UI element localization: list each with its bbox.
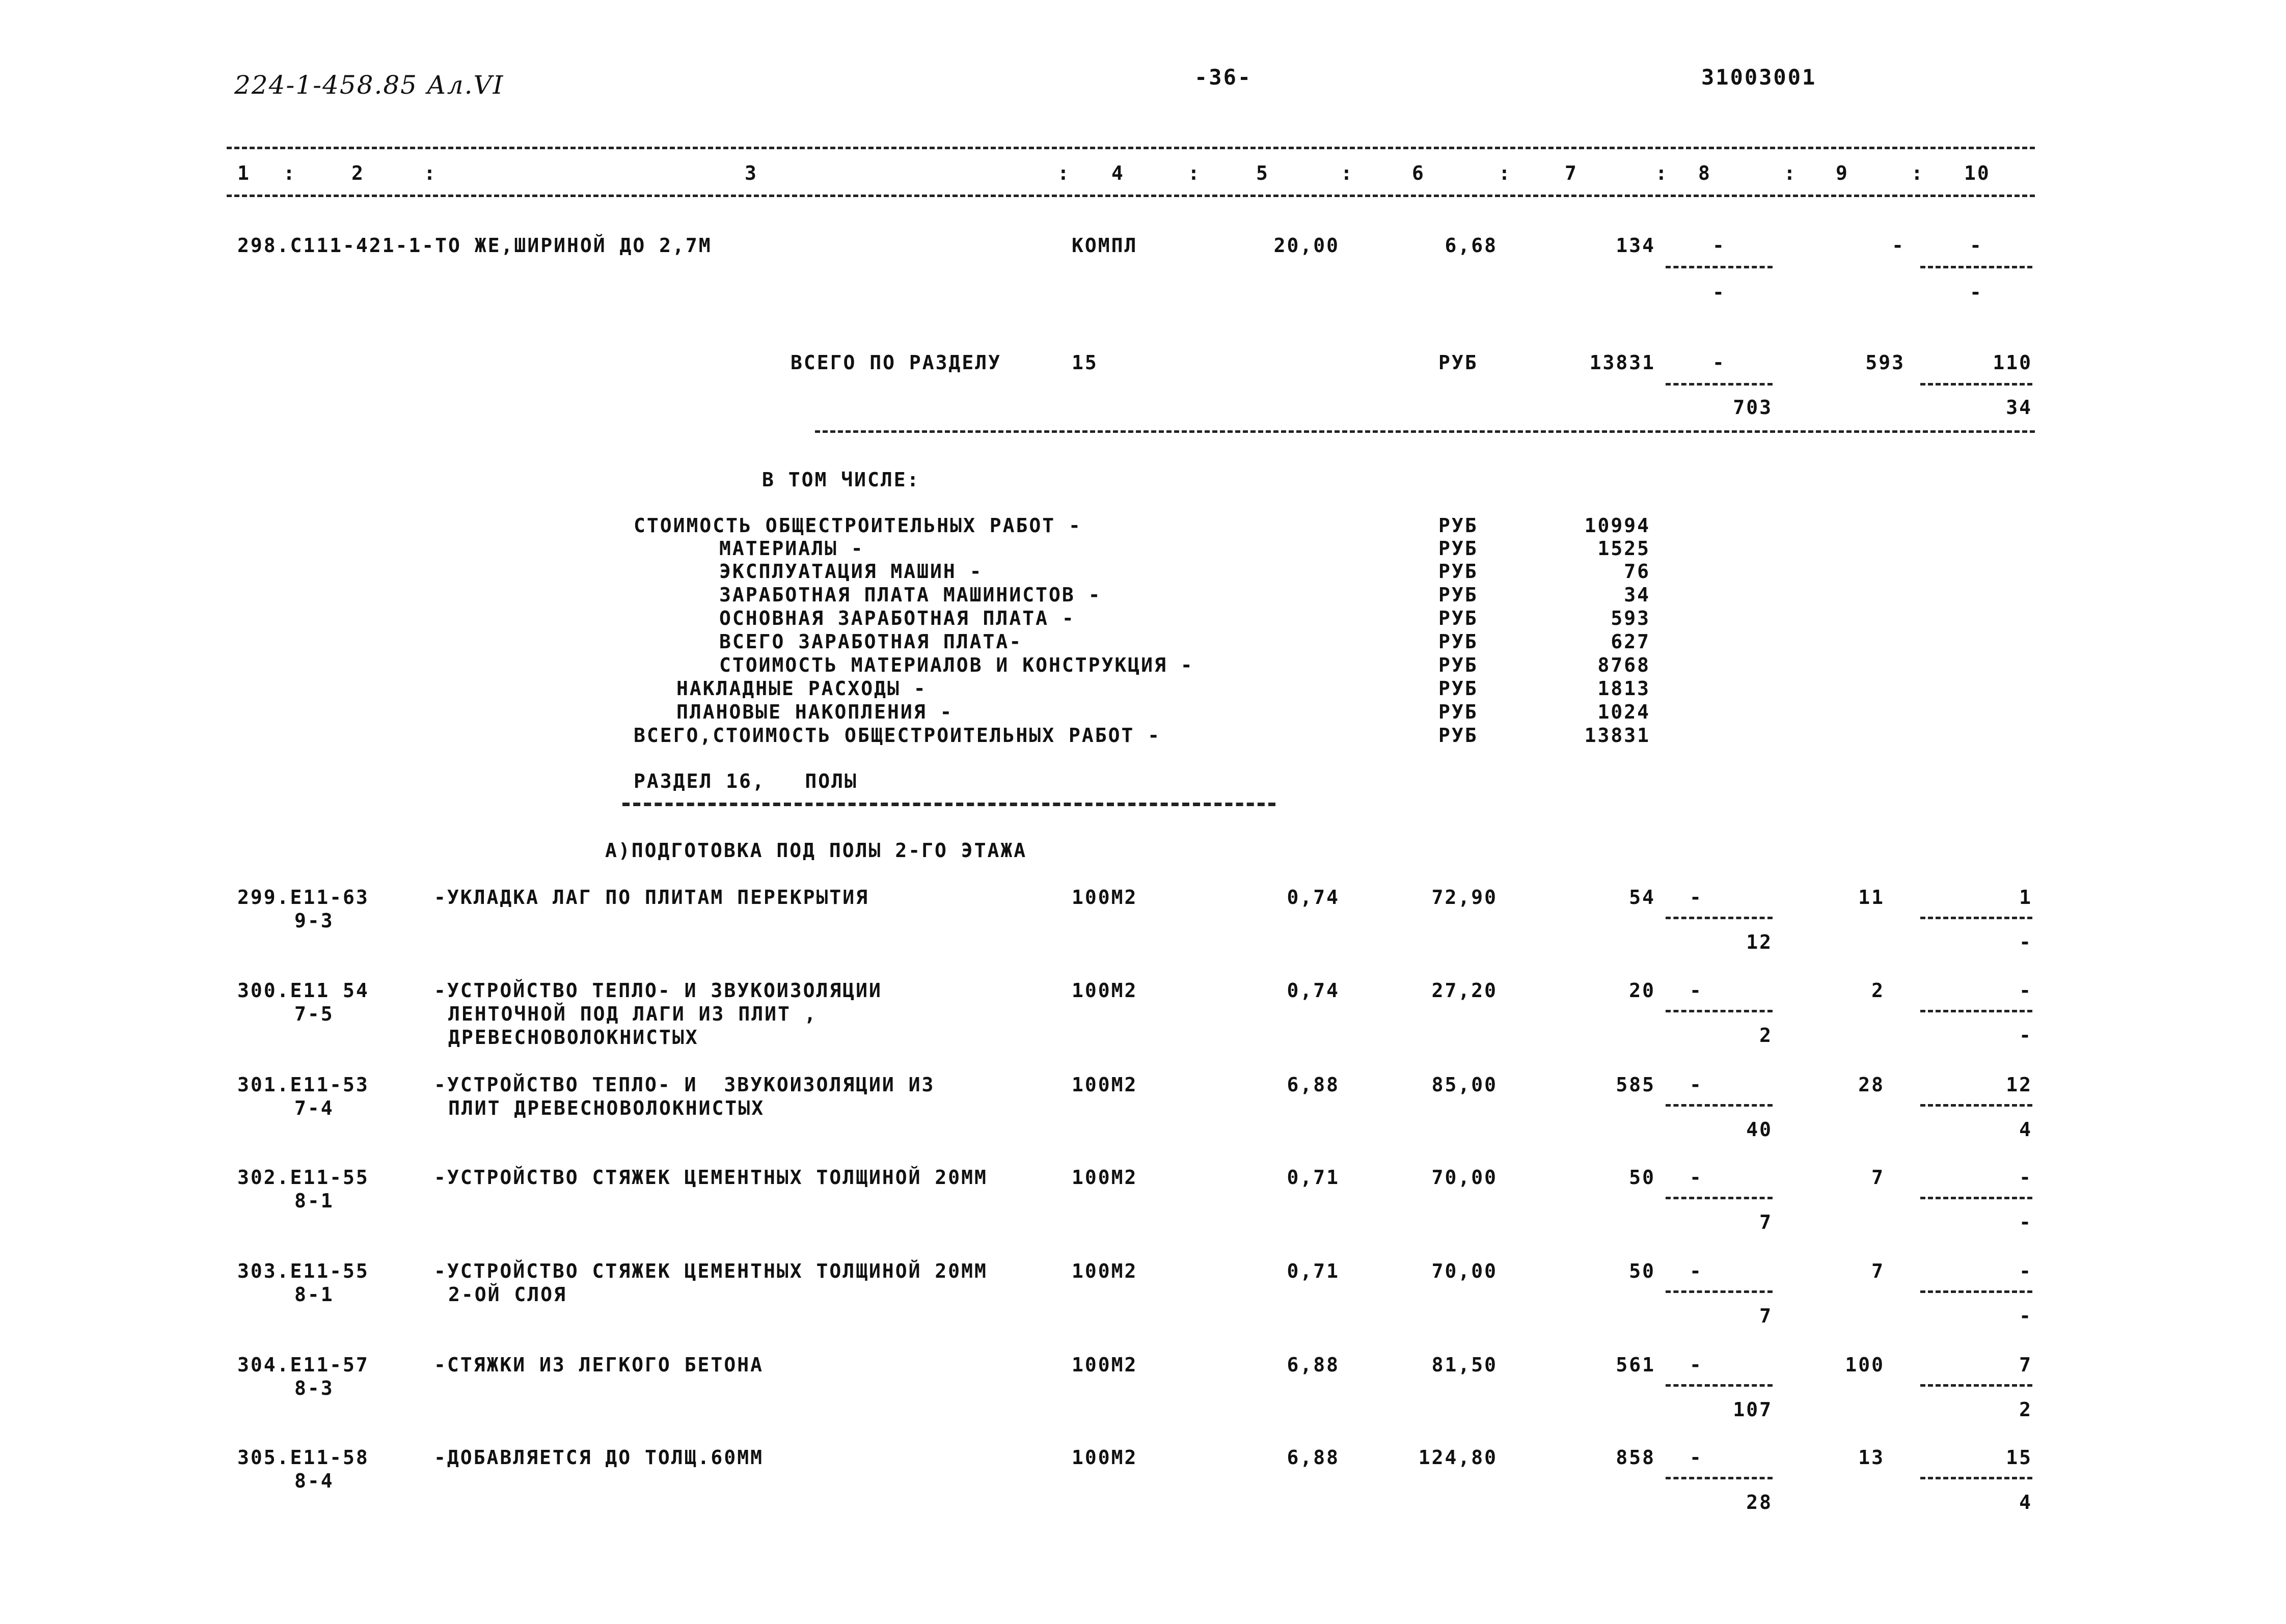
fraction-rule: [1666, 1384, 1773, 1387]
total-cell: 54: [1629, 886, 1655, 909]
col8-bottom: 12: [1746, 931, 1773, 953]
section-number: 15: [1072, 351, 1098, 374]
column-separator: :: [283, 162, 296, 184]
quantity-cell: 6,88: [1287, 1354, 1340, 1376]
col8-bottom: 7: [1759, 1305, 1773, 1327]
column-separator: :: [1784, 162, 1797, 184]
price-cell: 72,90: [1431, 886, 1498, 909]
breakdown-value: 34: [1624, 584, 1650, 606]
unit-cell: 100М2: [1072, 1260, 1138, 1282]
item-subcode: 7-5: [294, 1003, 334, 1025]
col9-cell: 593: [1865, 351, 1905, 374]
column-separator: :: [1057, 162, 1071, 184]
fraction-rule: [1920, 266, 2032, 268]
col8-top: -: [1690, 979, 1703, 1002]
breakdown-unit: РУБ: [1438, 677, 1478, 700]
section-heading: РАЗДЕЛ 16, ПОЛЫ: [634, 770, 858, 792]
header-top-rule: [227, 147, 2035, 149]
breakdown-value: 1525: [1597, 537, 1650, 560]
unit-cell: 100М2: [1072, 1354, 1138, 1376]
unit-cell: 100М2: [1072, 979, 1138, 1002]
col9-cell: 28: [1858, 1074, 1885, 1096]
column-header-2: 2: [351, 162, 365, 184]
col8-top: -: [1690, 1260, 1703, 1282]
column-separator: :: [424, 162, 437, 184]
item-number: 302.Е11-55: [237, 1166, 369, 1189]
col8-top: -: [1690, 1446, 1703, 1469]
item-description: ПЛИТ ДРЕВЕСНОВОЛОКНИСТЫХ: [448, 1097, 765, 1119]
item-description: -УСТРОЙСТВО ТЕПЛО- И ЗВУКОИЗОЛЯЦИИ ИЗ: [434, 1074, 935, 1096]
column-header-3: 3: [745, 162, 758, 184]
col10-bottom: -: [2019, 931, 2032, 953]
including-title: В ТОМ ЧИСЛЕ:: [762, 469, 920, 491]
item-description: 2-ОЙ СЛОЯ: [448, 1283, 567, 1306]
item-subcode: 8-1: [294, 1190, 334, 1212]
price-cell: 70,00: [1431, 1166, 1498, 1189]
total-cell: 134: [1616, 234, 1655, 257]
breakdown-value: 8768: [1597, 654, 1650, 676]
col8-bottom: 7: [1759, 1211, 1773, 1233]
col8-top: -: [1690, 1166, 1703, 1189]
item-number: 301.Е11-53: [237, 1074, 369, 1096]
breakdown-value: 76: [1624, 560, 1650, 583]
quantity-cell: 20,00: [1273, 234, 1340, 257]
price-cell: 81,50: [1431, 1354, 1498, 1376]
col8-top: -: [1690, 1074, 1703, 1096]
fraction-rule: [1666, 383, 1773, 386]
breakdown-label: ЗАРАБОТНАЯ ПЛАТА МАШИНИСТОВ -: [719, 584, 1102, 606]
price-cell: 70,00: [1431, 1260, 1498, 1282]
unit-cell: РУБ: [1438, 351, 1478, 374]
item-number: 303.Е11-55: [237, 1260, 369, 1282]
column-separator: :: [1911, 162, 1924, 184]
col10-bottom: -: [2019, 1024, 2032, 1047]
breakdown-unit: РУБ: [1438, 537, 1478, 560]
section-total-rule: [815, 430, 2035, 433]
col10-top: -: [1970, 234, 1983, 257]
fraction-rule: [1666, 1290, 1773, 1293]
quantity-cell: 0,71: [1287, 1166, 1340, 1189]
breakdown-label: СТОИМОСТЬ МАТЕРИАЛОВ И КОНСТРУКЦИЯ -: [719, 654, 1194, 676]
column-separator: :: [1188, 162, 1201, 184]
col9-cell: 100: [1845, 1354, 1885, 1376]
breakdown-unit: РУБ: [1438, 560, 1478, 583]
unit-cell: 100М2: [1072, 1166, 1138, 1189]
column-header-8: 8: [1698, 162, 1711, 184]
document-code: 224-1-458.85 Ал.VI: [234, 70, 504, 100]
column-header-1: 1: [237, 162, 251, 184]
col8-top: -: [1712, 351, 1726, 374]
col10-top: 110: [1993, 351, 2032, 374]
total-cell: 561: [1616, 1354, 1655, 1376]
total-cell: 20: [1629, 979, 1655, 1002]
item-description: -УСТРОЙСТВО СТЯЖЕК ЦЕМЕНТНЫХ ТОЛЩИНОЙ 20ММ: [434, 1260, 988, 1282]
column-separator: :: [1499, 162, 1512, 184]
col9-cell: 2: [1871, 979, 1885, 1002]
header-bottom-rule: [227, 195, 2035, 197]
total-cell: 50: [1629, 1260, 1655, 1282]
fraction-rule: [1920, 1197, 2032, 1199]
col10-bottom: 2: [2019, 1398, 2032, 1421]
item-number: 304.Е11-57: [237, 1354, 369, 1376]
item-subcode: 8-4: [294, 1470, 334, 1492]
breakdown-unit: РУБ: [1438, 654, 1478, 676]
document-id: 31003001: [1701, 65, 1817, 90]
col8-top: -: [1690, 1354, 1703, 1376]
fraction-rule: [1666, 1104, 1773, 1107]
fraction-rule: [1666, 1477, 1773, 1479]
col9-cell: 7: [1871, 1166, 1885, 1189]
price-cell: 124,80: [1418, 1446, 1498, 1469]
price-cell: 6,68: [1445, 234, 1498, 257]
breakdown-value: 13831: [1584, 724, 1650, 747]
breakdown-label: ВСЕГО,СТОИМОСТЬ ОБЩЕСТРОИТЕЛЬНЫХ РАБОТ -: [634, 724, 1161, 747]
breakdown-unit: РУБ: [1438, 584, 1478, 606]
breakdown-label: ОСНОВНАЯ ЗАРАБОТНАЯ ПЛАТА -: [719, 607, 1075, 629]
col10-bottom: 34: [2006, 396, 2032, 419]
fraction-rule: [1920, 383, 2032, 386]
item-description: -УСТРОЙСТВО ТЕПЛО- И ЗВУКОИЗОЛЯЦИИ: [434, 979, 882, 1002]
breakdown-value: 10994: [1584, 514, 1650, 537]
item-number: 305.Е11-58: [237, 1446, 369, 1469]
fraction-rule: [1666, 1010, 1773, 1012]
col10-bottom: 4: [2019, 1491, 2032, 1513]
quantity-cell: 6,88: [1287, 1074, 1340, 1096]
fraction-rule: [1920, 1010, 2032, 1012]
page-number: -36-: [1194, 65, 1253, 90]
col9-cell: -: [1892, 234, 1905, 257]
breakdown-label: ВСЕГО ЗАРАБОТНАЯ ПЛАТА-: [719, 630, 1023, 653]
fraction-rule: [1920, 1290, 2032, 1293]
col10-bottom: -: [1970, 281, 1983, 304]
col8-top: -: [1690, 886, 1703, 909]
total-cell: 585: [1616, 1074, 1655, 1096]
unit-cell: КОМПЛ: [1072, 234, 1138, 257]
col10-top: 12: [2006, 1074, 2032, 1096]
quantity-cell: 0,71: [1287, 1260, 1340, 1282]
fraction-rule: [1920, 917, 2032, 919]
item-subcode: 7-4: [294, 1097, 334, 1119]
fraction-rule: [1920, 1477, 2032, 1479]
breakdown-value: 1024: [1597, 701, 1650, 723]
col8-bottom: 28: [1746, 1491, 1773, 1513]
item-subcode: 8-3: [294, 1377, 334, 1399]
breakdown-label: ПЛАНОВЫЕ НАКОПЛЕНИЯ -: [676, 701, 954, 723]
price-cell: 27,20: [1431, 979, 1498, 1002]
breakdown-unit: РУБ: [1438, 701, 1478, 723]
breakdown-label: НАКЛАДНЫЕ РАСХОДЫ -: [676, 677, 927, 700]
column-header-9: 9: [1836, 162, 1849, 184]
quantity-cell: 0,74: [1287, 979, 1340, 1002]
col9-cell: 7: [1871, 1260, 1885, 1282]
quantity-cell: 0,74: [1287, 886, 1340, 909]
unit-cell: 100М2: [1072, 1074, 1138, 1096]
col8-bottom: 2: [1759, 1024, 1773, 1047]
item-subcode: 9-3: [294, 910, 334, 932]
col8-bottom: 703: [1733, 396, 1773, 419]
fraction-rule: [1920, 1104, 2032, 1107]
item-subcode: 8-1: [294, 1283, 334, 1306]
unit-cell: 100М2: [1072, 1446, 1138, 1469]
column-header-7: 7: [1565, 162, 1578, 184]
fraction-rule: [1920, 1384, 2032, 1387]
breakdown-unit: РУБ: [1438, 514, 1478, 537]
quantity-cell: 6,88: [1287, 1446, 1340, 1469]
column-header-5: 5: [1256, 162, 1269, 184]
price-cell: 85,00: [1431, 1074, 1498, 1096]
breakdown-unit: РУБ: [1438, 724, 1478, 747]
col10-top: 7: [2019, 1354, 2032, 1376]
col10-bottom: -: [2019, 1305, 2032, 1327]
col8-bottom: 40: [1746, 1118, 1773, 1141]
unit-cell: 100М2: [1072, 886, 1138, 909]
col10-bottom: -: [2019, 1211, 2032, 1233]
item-description: -УСТРОЙСТВО СТЯЖЕК ЦЕМЕНТНЫХ ТОЛЩИНОЙ 20ММ: [434, 1166, 988, 1189]
item-description: -УКЛАДКА ЛАГ ПО ПЛИТАМ ПЕРЕКРЫТИЯ: [434, 886, 869, 909]
breakdown-value: 627: [1611, 630, 1650, 653]
breakdown-value: 1813: [1597, 677, 1650, 700]
breakdown-unit: РУБ: [1438, 630, 1478, 653]
section-heading-underline: [622, 803, 1275, 806]
col8-top: -: [1712, 234, 1726, 257]
row-text: 298.С111-421-1-ТО ЖЕ,ШИРИНОЙ ДО 2,7М: [237, 234, 712, 257]
col9-cell: 11: [1858, 886, 1885, 909]
fraction-rule: [1666, 266, 1773, 268]
breakdown-label: МАТЕРИАЛЫ -: [719, 537, 864, 560]
breakdown-value: 593: [1611, 607, 1650, 629]
breakdown-label: СТОИМОСТЬ ОБЩЕСТРОИТЕЛЬНЫХ РАБОТ -: [634, 514, 1082, 537]
column-header-10: 10: [1964, 162, 1991, 184]
total-cell: 13831: [1589, 351, 1655, 374]
col9-cell: 13: [1858, 1446, 1885, 1469]
col10-top: -: [2019, 1260, 2032, 1282]
col10-bottom: 4: [2019, 1118, 2032, 1141]
breakdown-unit: РУБ: [1438, 607, 1478, 629]
column-separator: :: [1655, 162, 1669, 184]
item-description: -СТЯЖКИ ИЗ ЛЕГКОГО БЕТОНА: [434, 1354, 764, 1376]
total-cell: 50: [1629, 1166, 1655, 1189]
col10-top: -: [2019, 979, 2032, 1002]
section-total-label: ВСЕГО ПО РАЗДЕЛУ: [791, 351, 1002, 374]
col8-bottom: -: [1712, 281, 1726, 304]
fraction-rule: [1666, 1197, 1773, 1199]
col10-top: -: [2019, 1166, 2032, 1189]
item-description: ДРЕВЕСНОВОЛОКНИСТЫХ: [448, 1026, 699, 1049]
column-header-6: 6: [1412, 162, 1425, 184]
subsection-title: А)ПОДГОТОВКА ПОД ПОЛЫ 2-ГО ЭТАЖА: [605, 839, 1027, 862]
col10-top: 1: [2019, 886, 2032, 909]
column-separator: :: [1341, 162, 1354, 184]
col8-bottom: 107: [1733, 1398, 1773, 1421]
breakdown-label: ЭКСПЛУАТАЦИЯ МАШИН -: [719, 560, 983, 583]
column-header-4: 4: [1111, 162, 1125, 184]
total-cell: 858: [1616, 1446, 1655, 1469]
col10-top: 15: [2006, 1446, 2032, 1469]
item-number: 299.Е11-63: [237, 886, 369, 909]
item-description: ЛЕНТОЧНОЙ ПОД ЛАГИ ИЗ ПЛИТ ,: [448, 1003, 818, 1025]
item-number: 300.Е11 54: [237, 979, 369, 1002]
fraction-rule: [1666, 917, 1773, 919]
item-description: -ДОБАВЛЯЕТСЯ ДО ТОЛЩ.60ММ: [434, 1446, 764, 1469]
